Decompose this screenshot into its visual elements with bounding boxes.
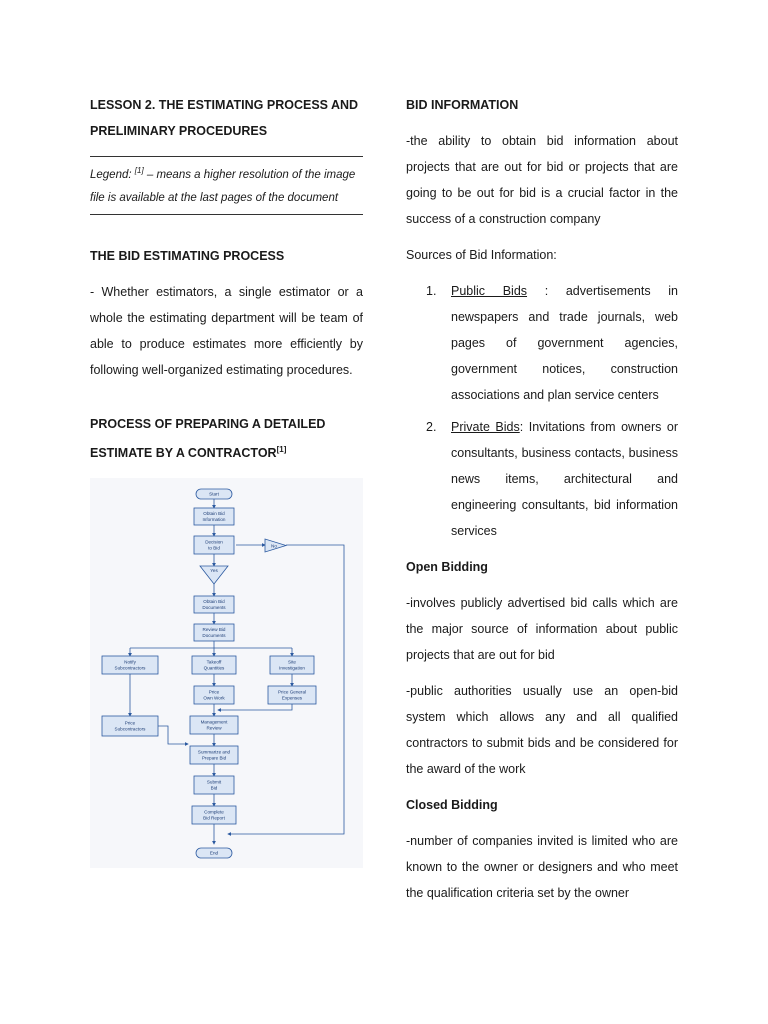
flow-summarize-line1: Summarize and: [197, 749, 231, 755]
flow-price-own-line2: Own Work: [203, 695, 225, 701]
flow-obtain-bid-info: [194, 508, 234, 525]
flow-price-own-work: [194, 686, 234, 704]
source-2-sep: :: [519, 420, 529, 434]
source-1-label: Public Bids: [451, 284, 528, 298]
flow-no-marker: [265, 539, 286, 552]
flow-mgmt-line2: Review: [206, 725, 222, 731]
bid-process-heading: THE BID ESTIMATING PROCESS: [90, 248, 285, 263]
flow-obtain-docs-line1: Obtain Bid: [203, 598, 225, 604]
flow-yes-marker: [200, 566, 228, 584]
source-2-text: Invitations from owners or consultants, business contacts, business news items, architectural and engineering consultants, bid information services: [451, 420, 678, 538]
flow-price-general-expenses: [268, 686, 316, 704]
flow-price-own-line1: Price: [208, 689, 220, 695]
flow-obtain-bid-info-line1: Obtain Bid: [203, 510, 225, 516]
open-bidding-heading: Open Bidding: [406, 560, 488, 574]
flow-decision-line1: Decision: [205, 539, 223, 545]
flow-complete-bid-report: [192, 806, 236, 824]
flow-end-label: End: [209, 850, 219, 856]
flow-notify-subcontractors: [102, 656, 158, 674]
flow-review-docs-line1: Review Bid: [202, 626, 226, 632]
open-bidding-text-2: -public authorities usually use an open-bid system which allows any and all qualified contractors to submit bids and be considered for the award of the work: [406, 684, 678, 776]
detailed-estimate-heading-text: PROCESS OF PREPARING A DETAILED ESTIMATE BY A CONTRACTOR: [90, 416, 326, 460]
flow-management-review: [190, 716, 238, 734]
closed-bidding-text: -number of companies invited is limited who are known to the owner or designers and who meet the qualification criteria set by the owner: [406, 834, 678, 900]
legend-prefix: Legend:: [90, 168, 135, 181]
flow-price-general-line1: Price General: [277, 689, 307, 695]
flow-submit-line1: Submit: [206, 779, 222, 785]
legend-text: – means a higher resolution of the image file is available at the last pages of the document: [90, 168, 356, 204]
flow-obtain-bid-documents: [194, 596, 234, 613]
flow-decision-line2: to Bid: [208, 545, 220, 551]
open-bidding-text-1: -involves publicly advertised bid calls which are the major source of information about public projects that are out for bid: [406, 596, 678, 662]
detailed-estimate-ref: [1]: [276, 444, 287, 454]
source-1-number: 1.: [426, 284, 437, 298]
flow-site-line2: Investigation: [279, 665, 305, 671]
flowchart: [90, 478, 363, 868]
source-1-sep: :: [527, 284, 566, 298]
flow-end: [196, 848, 232, 858]
lesson-title: [90, 92, 363, 144]
flow-review-bid-documents: [194, 624, 234, 641]
right-column: [406, 92, 678, 906]
bid-process-text: - Whether estimators, a single estimator or a whole the estimating department will be team of able to produce estimates more efficiently by following well-organized estimating procedures.: [90, 284, 363, 377]
detailed-estimate-heading: [90, 411, 363, 466]
flow-takeoff-line2: Quantities: [203, 665, 225, 671]
closed-bidding-heading: Closed Bidding: [406, 798, 498, 812]
flow-start: [196, 489, 232, 499]
flow-summarize-prepare-bid: [190, 746, 238, 764]
list-item: [406, 414, 678, 544]
flow-price-general-line2: Expenses: [281, 695, 303, 701]
flow-obtain-docs-line2: Documents: [202, 604, 226, 610]
flow-price-subs-line2: Subcontractors: [114, 726, 146, 732]
source-2-label: Private Bids: [451, 420, 520, 434]
flow-start-label: Start: [209, 491, 219, 497]
flow-notify-line2: Subcontractors: [114, 665, 146, 671]
flow-complete-line2: Bid Report: [203, 815, 225, 821]
lesson-title-line2: PRELIMINARY PROCEDURES: [90, 124, 268, 138]
lesson-title-line1: LESSON 2. THE ESTIMATING PROCESS AND: [90, 98, 359, 112]
list-item: [406, 278, 678, 408]
sources-heading: Sources of Bid Information:: [406, 248, 557, 262]
flow-no-label: No: [271, 543, 277, 549]
source-2-number: 2.: [426, 420, 437, 434]
flow-obtain-bid-info-line2: Information: [202, 516, 226, 522]
bid-info-heading: BID INFORMATION: [406, 98, 519, 112]
flowchart-svg: [90, 478, 363, 868]
left-column: [90, 92, 363, 868]
flow-takeoff-quantities: [192, 656, 236, 674]
bid-info-text: -the ability to obtain bid information about projects that are out for bid or projects that are going to be out for bid is a crucial factor in the success of a construction company: [406, 134, 678, 226]
flow-site-investigation: [270, 656, 314, 674]
flow-complete-line1: Complete: [204, 809, 224, 815]
flow-yes-label: Yes: [210, 567, 218, 573]
flow-price-subs-line1: Price: [124, 720, 136, 726]
flow-mgmt-line1: Management: [200, 719, 228, 725]
flow-site-line1: Site: [288, 659, 296, 665]
flow-price-subcontractors: [102, 716, 158, 736]
flow-summarize-line2: Prepare Bid: [201, 755, 227, 761]
flow-submit-line2: Bid: [210, 785, 218, 791]
source-1-text: advertisements in newspapers and trade journals, web pages of government agencies, government notices, construction associations and plan service centers: [451, 284, 678, 402]
flow-submit-bid: [194, 776, 234, 794]
flow-review-docs-line2: Documents: [202, 632, 226, 638]
flow-takeoff-line1: Takeoff: [206, 659, 222, 665]
flow-decision-to-bid: [194, 536, 234, 554]
legend-ref: [1]: [134, 166, 144, 175]
flow-notify-line1: Notify: [124, 659, 136, 665]
sources-list: [406, 278, 678, 544]
legend-note: [90, 156, 363, 215]
